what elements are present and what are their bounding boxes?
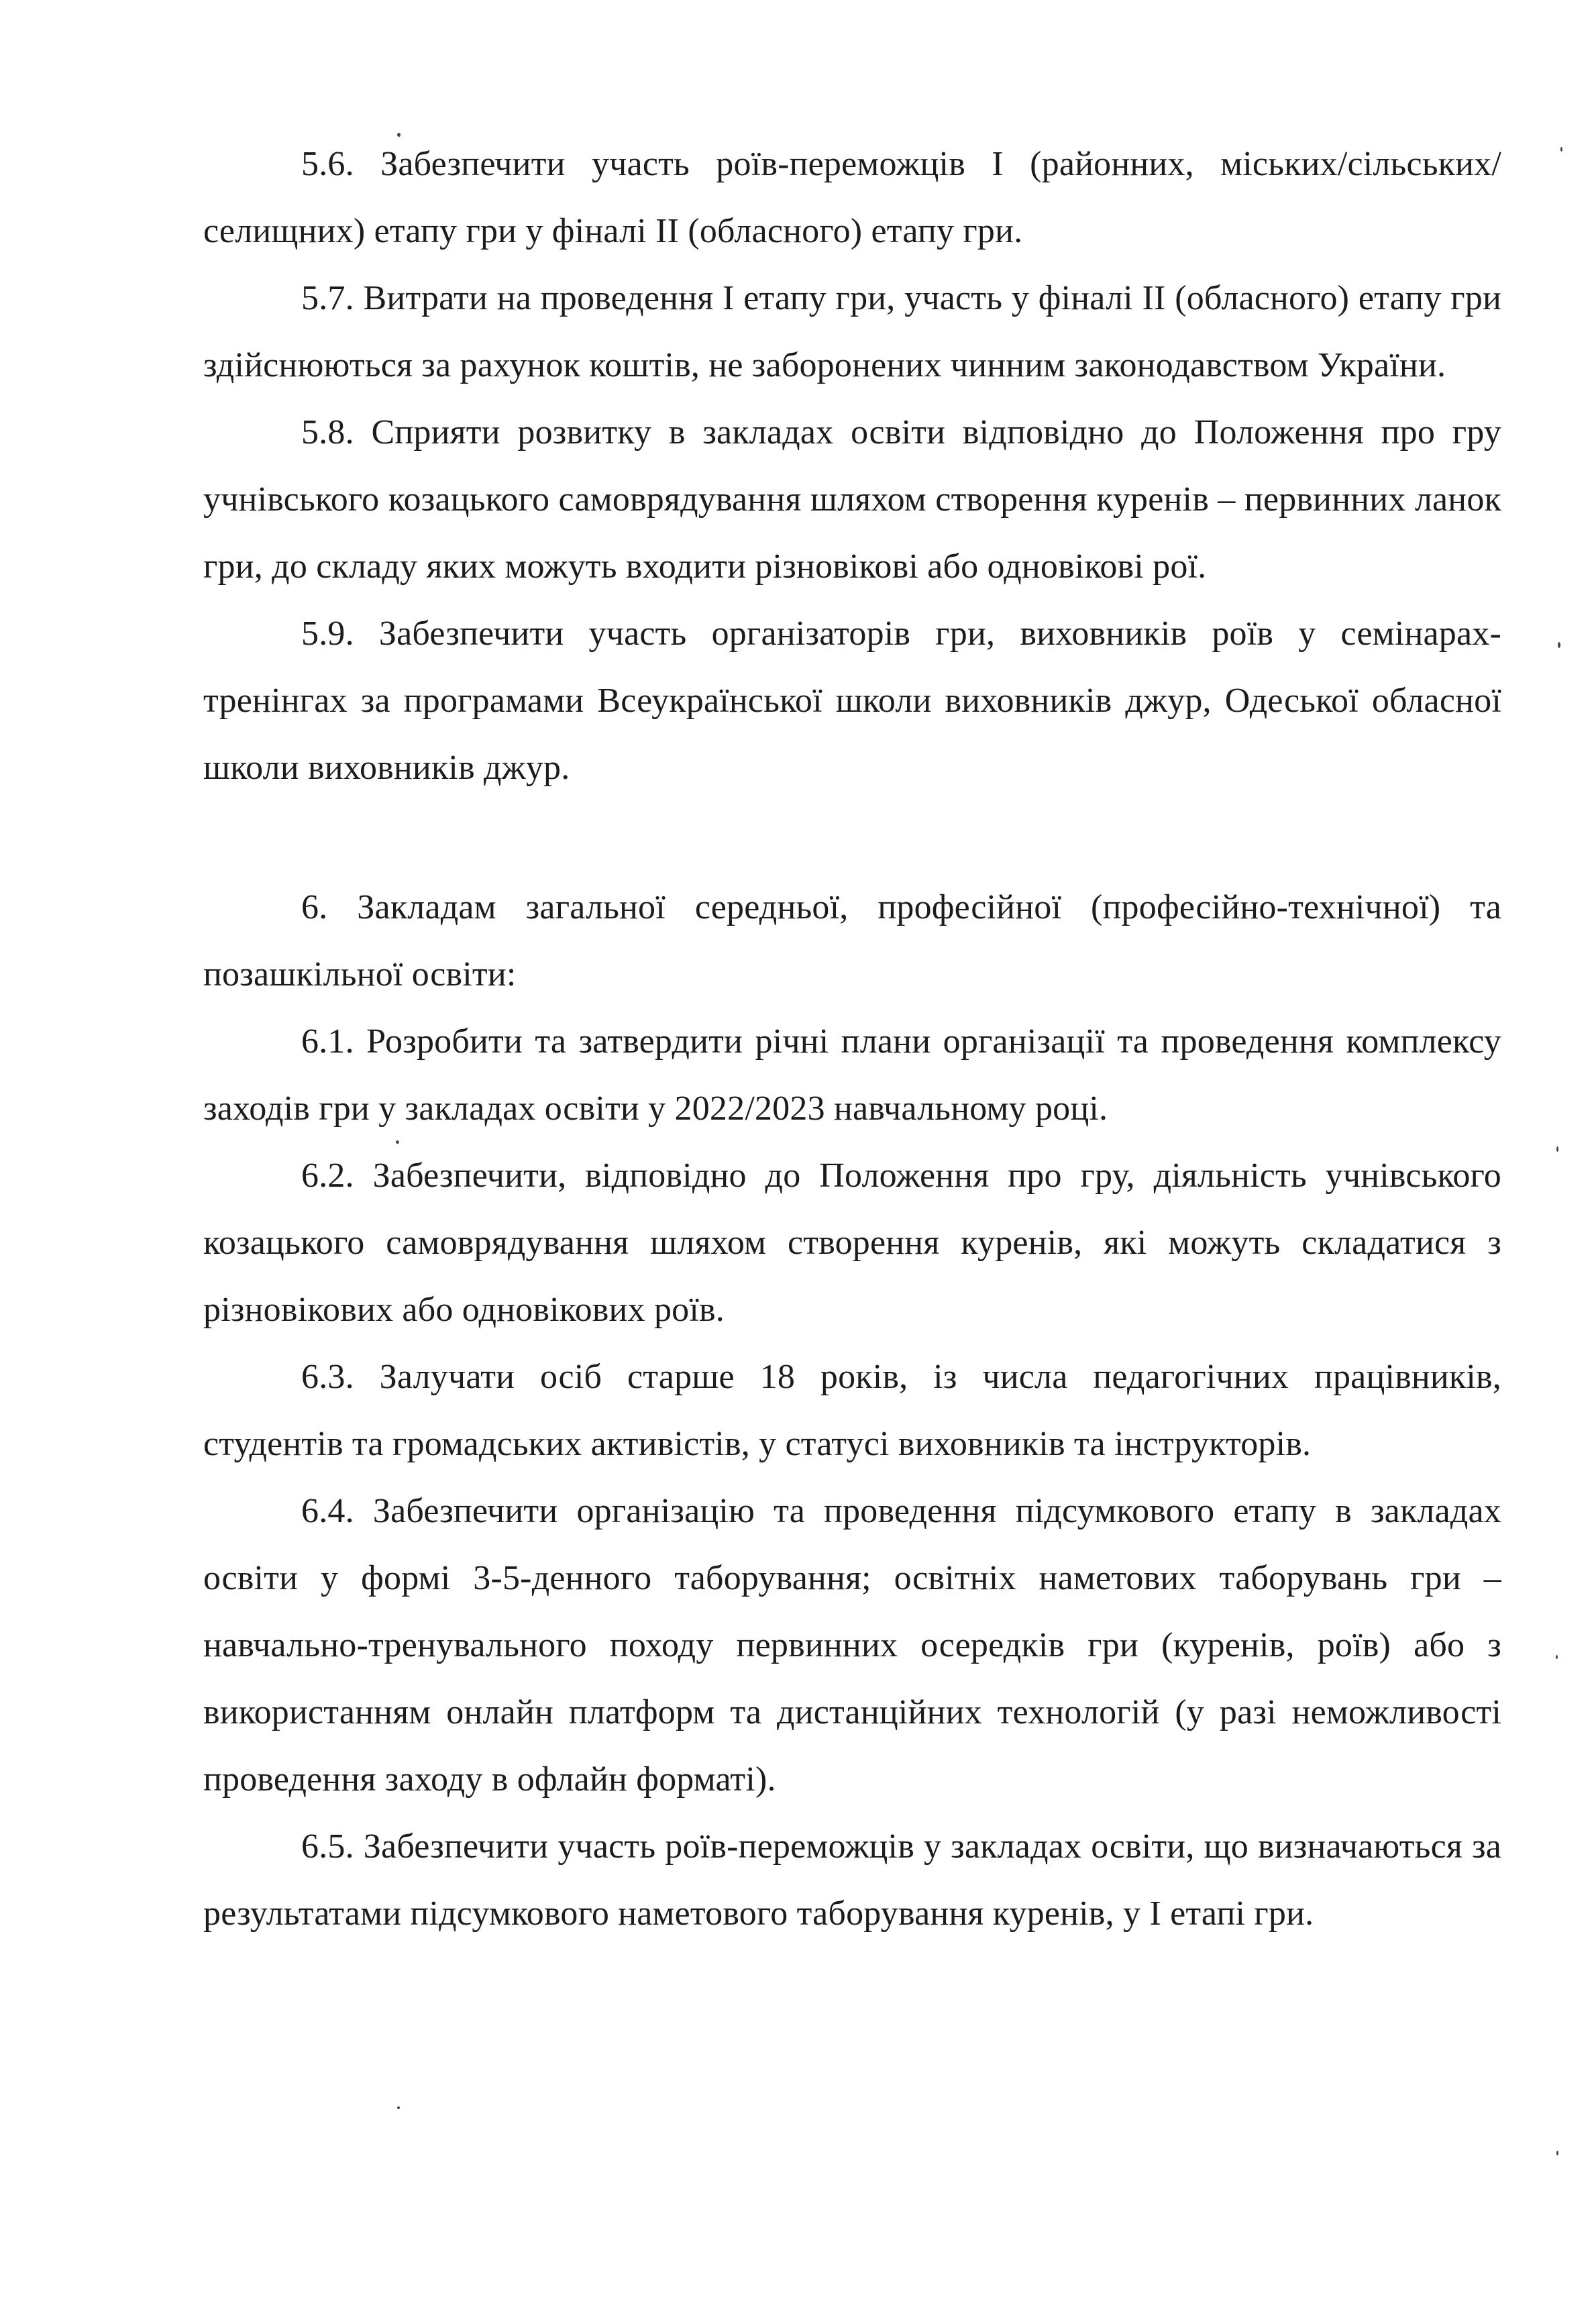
paragraph-6-3: 6.3. Залучати осіб старше 18 років, із числа педагогічних працівників, студентів та громадських активістів, у статусі виховників та інструкторів. <box>203 1358 1501 1463</box>
scan-speck <box>397 133 401 137</box>
paragraph-6-2: 6.2. Забезпечити, відповідно до Положення про гру, діяльність учнівського козацького самоврядування шляхом створення куренів, які можуть складатися з різновікових або одновікових роїв. <box>203 1157 1501 1329</box>
paragraph-5-8: 5.8. Сприяти розвитку в закладах освіти відповідно до Положення про гру учнівського козацького самоврядування шляхом створення куренів – первинних ланок гри, до складу яких можуть входити різновікові або одновікові рої. <box>203 413 1501 586</box>
scan-speck <box>397 2106 400 2109</box>
scan-speck <box>1556 1655 1558 1659</box>
paragraph-5-9: 5.9. Забезпечити участь організаторів гри, виховників роїв у семінарах-тренінгах за програмами Всеукраїнської школи виховників джур, Одеської обласної школи виховників джур. <box>203 614 1501 787</box>
paragraph-5-7: 5.7. Витрати на проведення I етапу гри, участь у фіналі ІІ (обласного) етапу гри здійснюються за рахунок коштів, не заборонених чинним законодавством України. <box>203 279 1501 384</box>
scan-speck <box>396 1140 399 1144</box>
scan-speck <box>1556 1146 1558 1152</box>
paragraph-6-1: 6.1. Розробити та затвердити річні плани організації та проведення комплексу заходів гри у закладах освіти у 2022/2023 навчальному році. <box>203 1022 1501 1128</box>
paragraph-6-4: 6.4. Забезпечити організацію та проведення підсумкового етапу в закладах освіти у формі 3-5-денного таборування; освітніх наметових таборувань гри – навчально-тренувального походу первинних осередків гри (куренів, роїв) або з використанням онлайн платформ та дистанційних технологій (у разі неможливості проведення заходу в офлайн форматі). <box>203 1492 1501 1799</box>
paragraph-6-5: 6.5. Забезпечити участь роїв-переможців у закладах освіти, що визначаються за результатами підсумкового наметового таборування куренів, у I етапі гри. <box>203 1827 1501 1933</box>
paragraph-5-6: 5.6. Забезпечити участь роїв-переможців I (районних, міських/сільських/селищних) етапу гри у фіналі ІІ (обласного) етапу гри. <box>203 145 1501 250</box>
paragraph-6: 6. Закладам загальної середньої, професійної (професійно-технічної) та позашкільної освіти: <box>203 888 1501 994</box>
scan-speck <box>1556 2151 1558 2155</box>
section-gap <box>203 802 1501 874</box>
scan-speck <box>1560 147 1562 152</box>
scan-speck <box>1558 642 1560 648</box>
document-page <box>203 131 1501 1947</box>
